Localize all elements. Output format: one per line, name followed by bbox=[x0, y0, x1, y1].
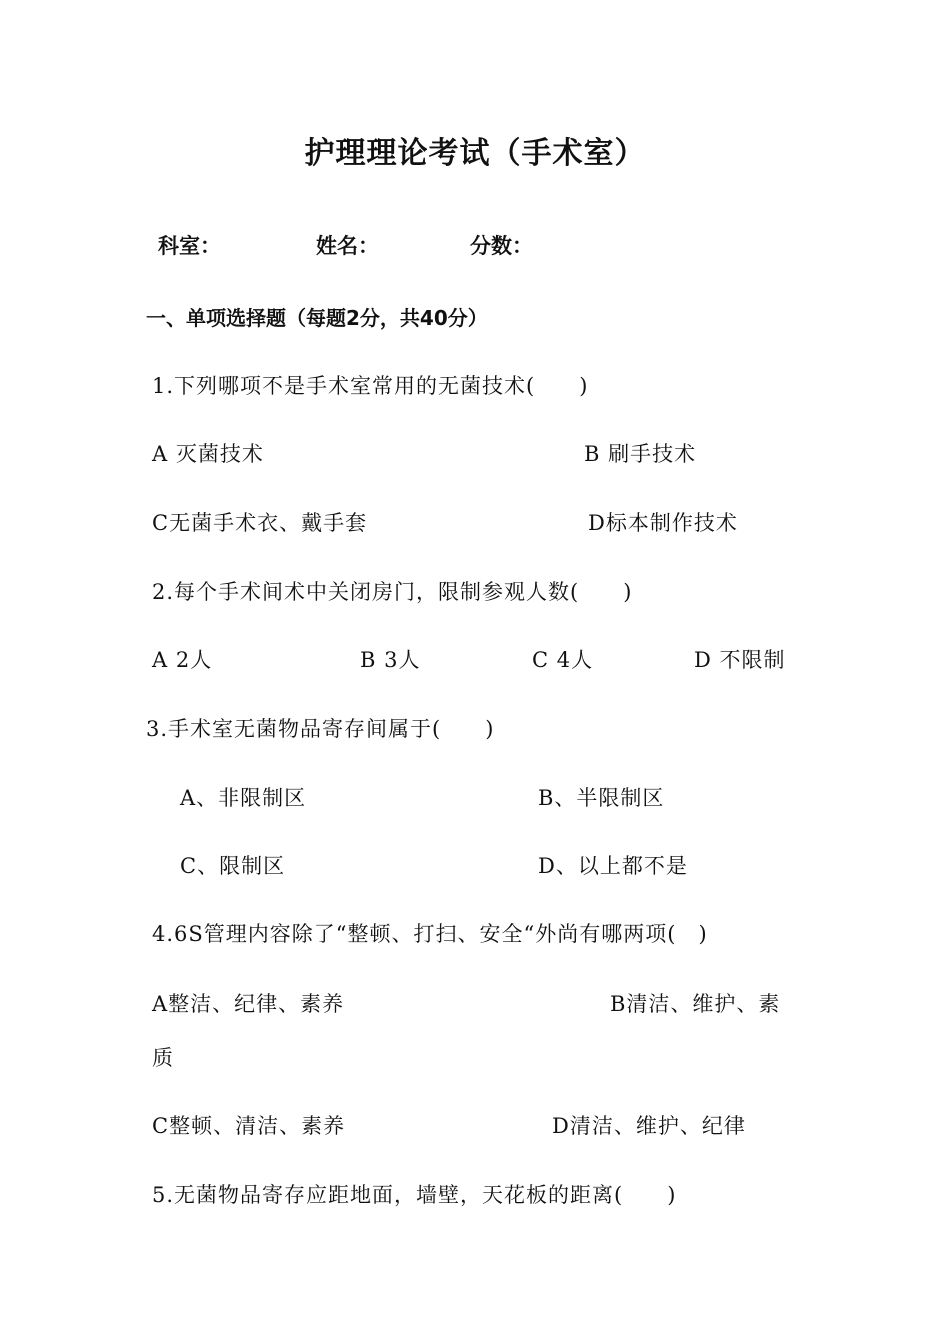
question-5: 5.无菌物品寄存应距地面，墙壁，天花板的距离( ) bbox=[152, 1183, 677, 1207]
q2-option-d: D 不限制 bbox=[694, 648, 786, 672]
q3-option-c: C、限制区 bbox=[180, 854, 286, 878]
q4-option-c: C整顿、清洁、素养 bbox=[152, 1114, 346, 1138]
q3-option-a: A、非限制区 bbox=[180, 786, 307, 810]
q1-option-c: C无菌手术衣、戴手套 bbox=[152, 511, 368, 535]
q2-option-c: C 4人 bbox=[532, 648, 594, 672]
section-heading: 一、单项选择题（每题2分，共40分） bbox=[146, 306, 488, 330]
q2-option-b: B 3人 bbox=[360, 648, 421, 672]
page-title: 护理理论考试（手术室） bbox=[304, 136, 646, 171]
q4-option-b-continued: 质 bbox=[152, 1046, 174, 1070]
question-4: 4.6S管理内容除了“整顿、打扫、安全“外尚有哪两项( ) bbox=[152, 922, 708, 946]
dept-label: 科室： bbox=[158, 234, 221, 258]
name-label: 姓名： bbox=[316, 234, 379, 258]
q4-option-b: B清洁、维护、素 bbox=[610, 992, 781, 1016]
question-1: 1.下列哪项不是手术室常用的无菌技术( ) bbox=[152, 374, 589, 398]
q1-option-d: D标本制作技术 bbox=[588, 511, 738, 535]
q4-option-a: A整洁、纪律、素养 bbox=[152, 992, 345, 1016]
q1-option-b: B 刷手技术 bbox=[584, 442, 697, 466]
q2-option-a: A 2人 bbox=[152, 648, 213, 672]
q3-option-d: D、以上都不是 bbox=[538, 854, 688, 878]
question-3: 3.手术室无菌物品寄存间属于( ) bbox=[146, 717, 495, 741]
q4-option-d: D清洁、维护、纪律 bbox=[552, 1114, 746, 1138]
q1-option-a: A 灭菌技术 bbox=[152, 442, 264, 466]
score-label: 分数： bbox=[470, 234, 533, 258]
q3-option-b: B、半限制区 bbox=[538, 786, 665, 810]
question-2: 2.每个手术间术中关闭房门，限制参观人数( ) bbox=[152, 580, 633, 604]
